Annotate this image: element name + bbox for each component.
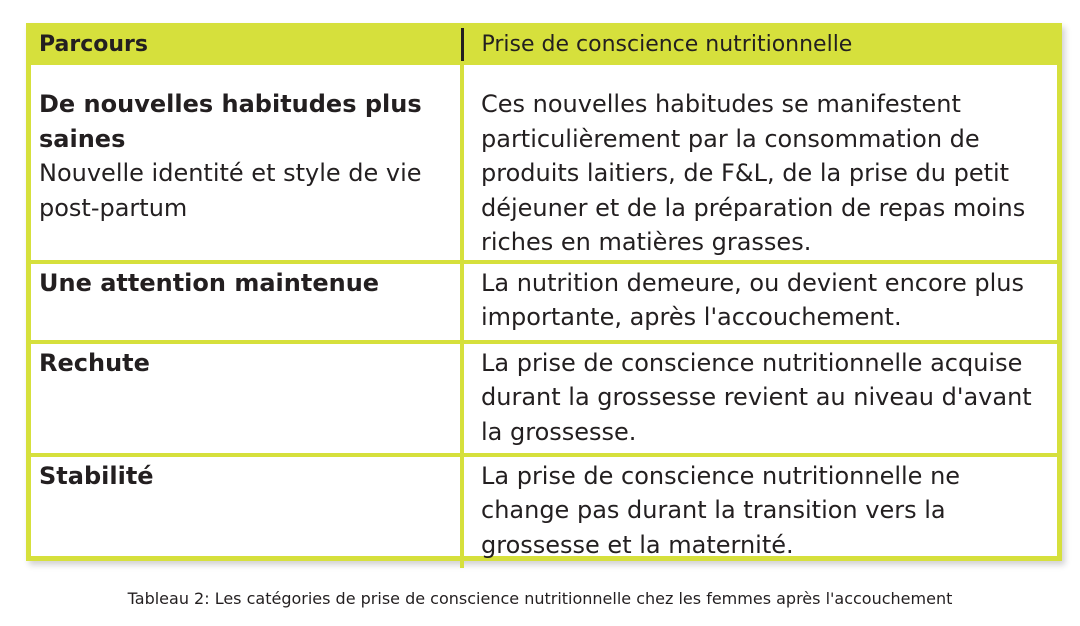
row-description-cell (462, 63, 1057, 262)
row-description: La nutrition demeure, ou devient encore plus importante, après l'accouchement. (481, 268, 1025, 331)
row-title: Une attention maintenue (39, 268, 380, 297)
data-table (31, 28, 1057, 568)
table-caption: Tableau 2: Les catégories de prise de conscience nutritionnelle chez les femmes après l'accouchement (127, 589, 953, 608)
row-category-cell (31, 262, 462, 342)
nutrition-table (26, 23, 1062, 561)
row-description-cell (462, 455, 1057, 568)
row-category-cell (31, 455, 462, 568)
row-description-cell (462, 262, 1057, 342)
table-header-row (31, 28, 1057, 63)
header-prise-de-conscience: Prise de conscience nutritionnelle (462, 28, 1057, 63)
row-subtitle: Nouvelle identité et style de vie post-partum (39, 159, 422, 222)
row-description-cell (462, 342, 1057, 455)
row-title: Stabilité (39, 461, 154, 490)
row-category-cell (31, 342, 462, 455)
row-description: La prise de conscience nutritionnelle acquise durant la grossesse revient au niveau d'avant la grossesse. (481, 348, 1032, 446)
table-row (31, 342, 1057, 455)
table-row (31, 63, 1057, 262)
row-category-cell (31, 63, 462, 262)
row-title: Rechute (39, 348, 150, 377)
row-description: Ces nouvelles habitudes se manifestent particulièrement par la consommation de produits laitiers, de F&L, de la prise du petit déjeuner et de la préparation de repas moins riches en matières grasses. (481, 90, 1026, 256)
row-title: De nouvelles habitudes plus saines (39, 90, 422, 153)
row-description: La prise de conscience nutritionnelle ne change pas durant la transition vers la grossesse et la maternité. (481, 461, 961, 559)
table-row (31, 262, 1057, 342)
table-row (31, 455, 1057, 568)
header-parcours: Parcours (31, 28, 462, 63)
